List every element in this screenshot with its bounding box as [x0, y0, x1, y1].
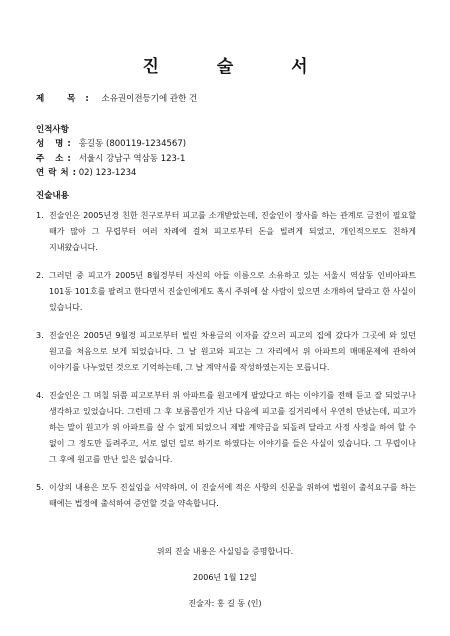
signature-line: 진술자: 홍 길 동 (인) — [188, 599, 262, 608]
document-title: 진 술 서 — [142, 57, 334, 77]
confirmation-text: 위의 진술 내용은 사실임을 증명합니다. — [156, 547, 294, 556]
statement-items — [36, 208, 416, 524]
personal-info-heading: 인적사항 — [36, 125, 69, 135]
info-row-name — [36, 137, 186, 149]
address-value: 서울시 강남구 역삼동 123-1 — [78, 154, 186, 164]
phone-label: 연락처: — [36, 168, 81, 178]
item-text: 진술인은 2005년경 친한 친구로부터 피고를 소개받았는데, 진술인이 장사를 하는 관계로 금전이 필요할 때가 많아 그 무렵부터 여러 차례에 걸쳐 피고로부터 돈을 빌려게 되었고, 개인적으로도 친하게 지내왔습니다. — [49, 211, 416, 252]
document-date: 2006년 1월 12일 — [193, 573, 257, 582]
statement-item — [36, 208, 416, 256]
subject-label: 제 목: — [36, 94, 99, 104]
info-row-address — [36, 152, 185, 164]
item-text: 진술인은 그 며칠 뒤쯤 피고로부터 위 아파트를 원고에게 팔았다고 하는 이야기를 전해 듣고 잘 되었구나 생각하고 있었습니다. 그런데 그 후 보름쯤인가 지난 다음에 피고를 길거리에서 우연히 만났는데, 피고가 하는 말이 원고가 위 아파트를 살 수 없게 되었으니 제발 계약금을 되돌려 달라고 사정 사정을 하여 할 수 없이 그 정도만 돌려주고, 서로 없던 일로 하기로 하였다는 이야기를 들은 사실이 있습니다. 그 무렵이나 그 후에 원고를 만난 일은 없습니다. — [49, 391, 416, 464]
item-text: 이상의 내용은 모두 진실임을 서약하며, 이 진술서에 적은 사항의 신문을 위하여 법원이 출석요구를 하는 때에는 법정에 출석하여 증언할 것을 약속합니다. — [49, 483, 416, 508]
item-text: 진술인은 2005년 9월경 피고로부터 빌린 차용금의 이자를 갚으러 피고의 집에 갔다가 그곳에 와 있던 원고를 처음으로 보게 되었습니다. 그 날 원고와 피고는 그 자리에서 위 아파트의 매매문제에 관하여 이야기를 나누었던 것으로 기억하는데, 그 날 계약서를 작성하였는지는 모릅니다. — [49, 331, 416, 372]
item-number: 1. — [36, 211, 44, 220]
statement-item — [36, 268, 416, 316]
phone-value: 02) 123-1234 — [78, 168, 137, 178]
item-text: 그러던 중 피고가 2005년 8월경부터 자신의 아들 이름으로 소유하고 있는 서울시 역삼동 인비아파트 101동 101호를 팔려고 한다면서 진술인에게도 혹시 주위에 살 사람이 있으면 소개하여 달라고 한 사실이 있습니다. — [49, 271, 416, 312]
item-number: 3. — [36, 331, 44, 340]
name-label: 성 명: — [36, 139, 75, 149]
statement-item — [36, 388, 416, 468]
info-row-phone — [36, 166, 136, 178]
item-number: 2. — [36, 271, 44, 280]
statement-item — [36, 328, 416, 376]
item-number: 5. — [36, 483, 44, 492]
name-value: 홍길동 (800119-1234567) — [78, 139, 187, 149]
subject-line — [36, 92, 197, 104]
statement-heading: 진술내용 — [36, 191, 69, 201]
item-number: 4. — [36, 391, 44, 400]
statement-item — [36, 480, 416, 512]
address-label: 주 소: — [36, 154, 75, 164]
subject-value: 소유권이전등기에 관한 건 — [101, 94, 198, 104]
